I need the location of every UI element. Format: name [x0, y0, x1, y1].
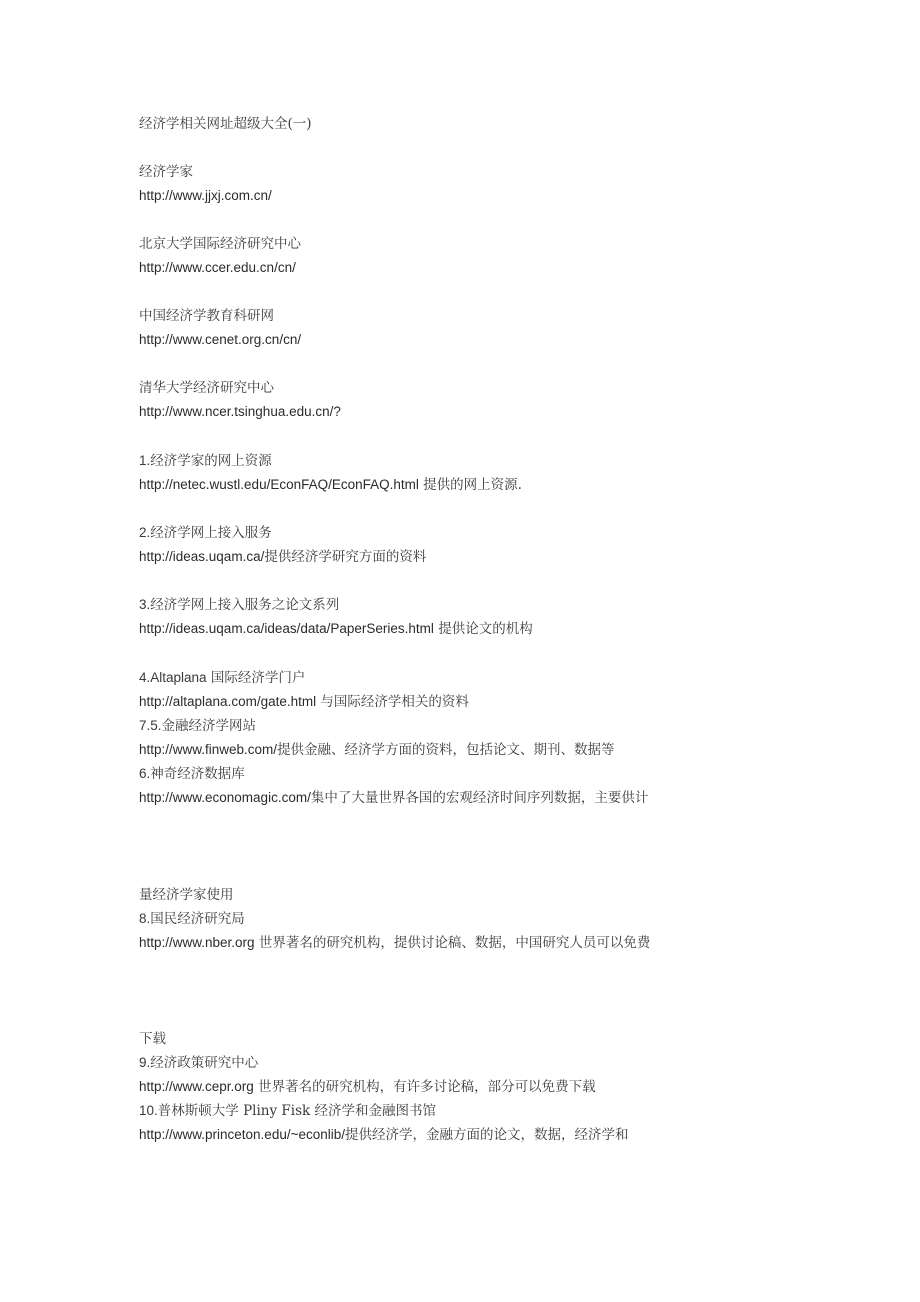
- entry-name: 经济学网上接入服务: [150, 525, 272, 541]
- entry-number: 4.Altaplana: [139, 670, 207, 685]
- entry-number: 6.: [139, 766, 151, 781]
- entry-link-line: [139, 934, 650, 952]
- entry-link-line: [139, 1126, 629, 1144]
- entry-desc: 世界著名的研究机构，提供讨论稿、数据，中国研究人员可以免费: [254, 935, 651, 951]
- entry-name: 经济学家: [139, 164, 193, 180]
- entry-name: 国民经济研究局: [150, 911, 245, 927]
- entry-url[interactable]: http://www.cepr.org: [139, 1079, 254, 1094]
- entry-name: 经济学网上接入服务之论文系列: [150, 597, 340, 613]
- entry-name: 中国经济学教育科研网: [139, 308, 274, 324]
- entry-heading: [139, 910, 245, 928]
- entry-url[interactable]: http://www.cenet.org.cn/cn/: [139, 332, 302, 347]
- entry-heading: [139, 1054, 258, 1072]
- entry-name: 经济政策研究中心: [150, 1055, 259, 1071]
- entry-desc: 提供论文的机构: [433, 621, 533, 637]
- entry-desc: 与国际经济学相关的资料: [316, 694, 469, 710]
- entry-url[interactable]: http://ideas.uqam.ca/ideas/data/PaperSeries.html: [139, 621, 434, 636]
- entry-name: 清华大学经济研究中心: [139, 380, 274, 396]
- entry-heading: [139, 669, 305, 687]
- entry-heading: [139, 524, 272, 542]
- entry-number: 8.: [139, 911, 151, 926]
- entry-heading: [139, 452, 272, 470]
- entry-name: 经济学家的网上资源: [150, 453, 272, 469]
- entry-number: 10.: [139, 1103, 158, 1118]
- entry-name: 国际经济学门户: [206, 670, 306, 686]
- entry-url[interactable]: http://www.ncer.tsinghua.edu.cn/?: [139, 404, 341, 419]
- entry-continuation: 下载: [139, 1031, 166, 1047]
- entry-url[interactable]: http://netec.wustl.edu/EconFAQ/EconFAQ.html: [139, 477, 419, 492]
- entry-heading: [139, 765, 245, 783]
- entry-url[interactable]: http://www.jjxj.com.cn/: [139, 188, 272, 203]
- entry-url[interactable]: http://www.ccer.edu.cn/cn/: [139, 260, 296, 275]
- doc-title: 经济学相关网址超级大全(一): [139, 116, 312, 132]
- entry-link-line: [139, 1078, 596, 1096]
- entry-name: 神奇经济数据库: [150, 766, 245, 782]
- entry-url[interactable]: http://www.nber.org: [139, 935, 255, 950]
- entry-desc: 世界著名的研究机构，有许多讨论稿，部分可以免费下载: [253, 1079, 596, 1095]
- entry-url[interactable]: http://ideas.uqam.ca/: [139, 549, 265, 564]
- entry-heading: [139, 1102, 436, 1120]
- entry-url[interactable]: http://www.economagic.com/: [139, 790, 311, 805]
- entry-number: 9.: [139, 1055, 151, 1070]
- entry-number: 7.5.: [139, 718, 162, 733]
- entry-link-line: [139, 789, 648, 807]
- entry-link-line: [139, 741, 615, 759]
- entry-url[interactable]: http://www.finweb.com/: [139, 742, 278, 757]
- entry-name: 金融经济学网站: [161, 718, 257, 734]
- entry-desc: 集中了大量世界各国的宏观经济时间序列数据，主要供计: [310, 790, 649, 806]
- entry-desc: 提供经济学，金融方面的论文，数据，经济学和: [345, 1127, 629, 1143]
- entry-name: 普林斯顿大学 Pliny Fisk 经济学和金融图书馆: [157, 1103, 436, 1119]
- entry-continuation: 量经济学家使用: [139, 887, 234, 903]
- entry-link-line: [139, 476, 522, 494]
- entry-url[interactable]: http://www.princeton.edu/~econlib/: [139, 1127, 346, 1142]
- entry-desc: 提供经济学研究方面的资料: [264, 549, 427, 565]
- entry-link-line: [139, 548, 426, 566]
- entry-number: 2.: [139, 525, 151, 540]
- entry-url[interactable]: http://altaplana.com/gate.html: [139, 694, 317, 709]
- entry-number: 1.: [139, 453, 151, 468]
- entry-desc: 提供金融、经济学方面的资料，包括论文、期刊、数据等: [277, 742, 615, 758]
- entry-heading: [139, 717, 256, 735]
- entry-name: 北京大学国际经济研究中心: [139, 236, 301, 252]
- entry-link-line: [139, 693, 469, 711]
- entry-desc: 提供的网上资源.: [418, 477, 522, 493]
- entry-link-line: [139, 620, 533, 638]
- entry-number: 3.: [139, 597, 151, 612]
- entry-heading: [139, 596, 339, 614]
